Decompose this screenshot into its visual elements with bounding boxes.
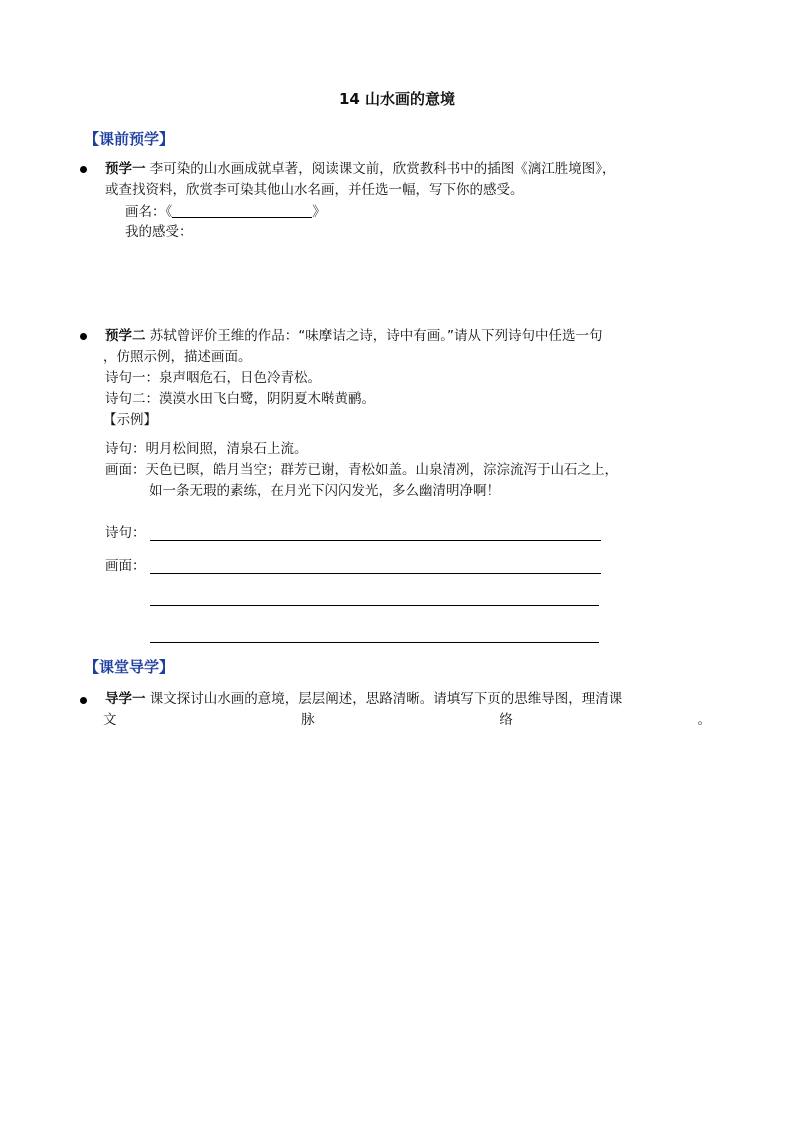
bullet-icon [80,333,87,340]
item-2-line-1 [105,326,603,347]
painting-name-prefix: 画名：《 [125,204,173,220]
guide-1-char: 。 [697,712,711,728]
answer-picture-label: 画面： [105,558,146,574]
guide-1-char: 脉 [301,712,315,728]
poem-option-2: 诗句二：漠漠水田飞白鹭，阴阴夏木啭黄鹂。 [105,391,375,407]
item-1-text-1: 李可染的山水画成就卓著，阅读课文前，欣赏教科书中的插图《漓江胜境图》， [149,161,616,177]
guide-1-line-1 [105,689,622,710]
guide-1-label: 导学一 [105,691,146,707]
example-picture-line-2: 如一条无瑕的素练，在月光下闪闪发光，多么幽清明净啊！ [149,483,500,499]
item-2-text-2: ，仿照示例，描述画面。 [103,349,252,365]
feeling-label: 我的感受： [125,224,193,240]
painting-name-suffix: 》 [312,204,326,220]
guide-1-text-1: 课文探讨山水画的意境，层层阐述，思路清晰。请填写下页的思维导图，理清课 [149,691,623,707]
answer-poem-label: 诗句： [105,525,146,541]
poem-option-1: 诗句一：泉声咽危石，日色冷青松。 [105,370,321,386]
example-picture-line-1: 画面：天色已暝，皓月当空；群芳已谢，青松如盖。山泉清冽，淙淙流泻于山石之上， [105,462,618,478]
item-1-label: 预学一 [105,161,146,177]
item-1-text-2: 或查找资料，欣赏李可染其他山水名画，并任选一幅，写下你的感受。 [105,182,524,198]
guide-1-char: 文 [103,712,117,728]
guide-1-line-2 [103,710,711,731]
section-heading-preview: 【课前预学】 [84,130,175,148]
bullet-icon [80,697,87,704]
item-2-label: 预学二 [105,328,146,344]
answer-poem-line[interactable] [150,540,601,541]
item-1-line-1 [105,159,616,180]
painting-name-row [125,202,326,223]
answer-picture-line-2[interactable] [150,605,599,606]
guide-1-char: 络 [499,712,513,728]
example-label: 【示例】 [103,412,157,428]
item-2-text-1: 苏轼曾评价王维的作品：“味摩诘之诗，诗中有画。”请从下列诗句中任选一句 [149,328,603,344]
answer-picture-line-3[interactable] [150,642,599,643]
answer-picture-line-1[interactable] [150,573,601,574]
section-heading-classroom: 【课堂导学】 [84,658,175,676]
example-poem: 诗句：明月松间照，清泉石上流。 [105,441,308,457]
page-title: 14 山水画的意境 [338,90,456,108]
bullet-icon [80,166,87,173]
painting-name-blank[interactable] [172,203,312,218]
